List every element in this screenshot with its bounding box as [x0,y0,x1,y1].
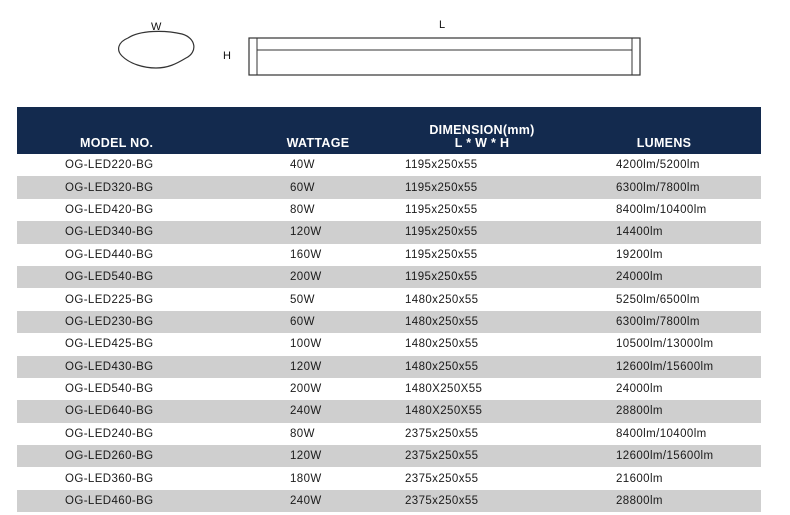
cell-dimension: 1195x250x55 [397,244,567,266]
table-row [17,288,761,310]
cell-dimension: 1480X250X55 [397,400,567,422]
cell-model: OG-LED460-BG [17,490,239,512]
cell-wattage: 120W [239,356,397,378]
cell-model: OG-LED540-BG [17,378,239,400]
table-row [17,400,761,422]
cell-wattage: 180W [239,467,397,489]
cell-wattage: 80W [239,423,397,445]
cell-dimension: 2375x250x55 [397,490,567,512]
cell-wattage: 240W [239,490,397,512]
cell-dimension: 1480X250X55 [397,378,567,400]
cell-lumens: 10500lm/13000lm [567,333,761,355]
cell-model: OG-LED540-BG [17,266,239,288]
cell-lumens: 8400lm/10400lm [567,199,761,221]
cell-lumens: 19200lm [567,244,761,266]
cell-lumens: 14400lm [567,221,761,243]
cell-wattage: 60W [239,311,397,333]
header-dimension [397,107,567,154]
height-label: H [223,50,231,62]
cell-dimension: 1195x250x55 [397,221,567,243]
table-row [17,378,761,400]
header-dimension-line2: L * W * H [454,136,510,150]
cell-dimension: 2375x250x55 [397,445,567,467]
cell-wattage: 50W [239,288,397,310]
header-lumens: LUMENS [567,107,761,154]
cell-dimension: 1195x250x55 [397,199,567,221]
cross-section-profile [119,31,194,68]
cell-dimension: 1195x250x55 [397,176,567,198]
cell-lumens: 5250lm/6500lm [567,288,761,310]
table-row [17,490,761,512]
table-row [17,221,761,243]
cell-dimension: 2375x250x55 [397,467,567,489]
table-header-row [17,107,761,154]
cell-model: OG-LED340-BG [17,221,239,243]
cell-lumens: 12600lm/15600lm [567,445,761,467]
cell-wattage: 80W [239,199,397,221]
cell-model: OG-LED425-BG [17,333,239,355]
table-row [17,154,761,176]
cell-lumens: 28800lm [567,400,761,422]
table-row [17,445,761,467]
cell-model: OG-LED230-BG [17,311,239,333]
table-row [17,266,761,288]
header-dimension-line1: DIMENSION(mm) [429,123,535,137]
cell-model: OG-LED240-BG [17,423,239,445]
cell-model: OG-LED260-BG [17,445,239,467]
cell-wattage: 120W [239,221,397,243]
cell-model: OG-LED440-BG [17,244,239,266]
cell-wattage: 120W [239,445,397,467]
cell-lumens: 28800lm [567,490,761,512]
cell-model: OG-LED360-BG [17,467,239,489]
cell-dimension: 1195x250x55 [397,154,567,176]
table-row [17,333,761,355]
table-row [17,467,761,489]
cell-dimension: 1480x250x55 [397,311,567,333]
table-body [17,154,761,512]
table-row [17,356,761,378]
fixture-drawing [0,0,790,100]
header-wattage: WATTAGE [239,107,397,154]
table-row [17,176,761,198]
header-model: MODEL NO. [17,107,239,154]
table-row [17,244,761,266]
cell-model: OG-LED430-BG [17,356,239,378]
width-label: W [151,21,162,33]
table-row [17,423,761,445]
cell-lumens: 24000lm [567,266,761,288]
cell-lumens: 21600lm [567,467,761,489]
cell-dimension: 1480x250x55 [397,356,567,378]
cell-wattage: 200W [239,266,397,288]
spec-table [17,107,761,512]
cell-dimension: 1195x250x55 [397,266,567,288]
cell-wattage: 160W [239,244,397,266]
fixture-body-outline [249,38,640,75]
cell-model: OG-LED640-BG [17,400,239,422]
table-row [17,199,761,221]
cell-model: OG-LED420-BG [17,199,239,221]
cell-lumens: 24000lm [567,378,761,400]
fixture-dimension-diagram [0,0,790,100]
cell-wattage: 100W [239,333,397,355]
cell-wattage: 240W [239,400,397,422]
cell-model: OG-LED225-BG [17,288,239,310]
table-row [17,311,761,333]
cell-wattage: 200W [239,378,397,400]
cell-lumens: 12600lm/15600lm [567,356,761,378]
length-label: L [439,19,446,31]
cell-model: OG-LED220-BG [17,154,239,176]
cell-lumens: 6300lm/7800lm [567,176,761,198]
cell-dimension: 2375x250x55 [397,423,567,445]
cell-wattage: 60W [239,176,397,198]
cell-dimension: 1480x250x55 [397,333,567,355]
cell-lumens: 8400lm/10400lm [567,423,761,445]
cell-lumens: 4200lm/5200lm [567,154,761,176]
cell-lumens: 6300lm/7800lm [567,311,761,333]
cell-model: OG-LED320-BG [17,176,239,198]
cell-dimension: 1480x250x55 [397,288,567,310]
cell-wattage: 40W [239,154,397,176]
